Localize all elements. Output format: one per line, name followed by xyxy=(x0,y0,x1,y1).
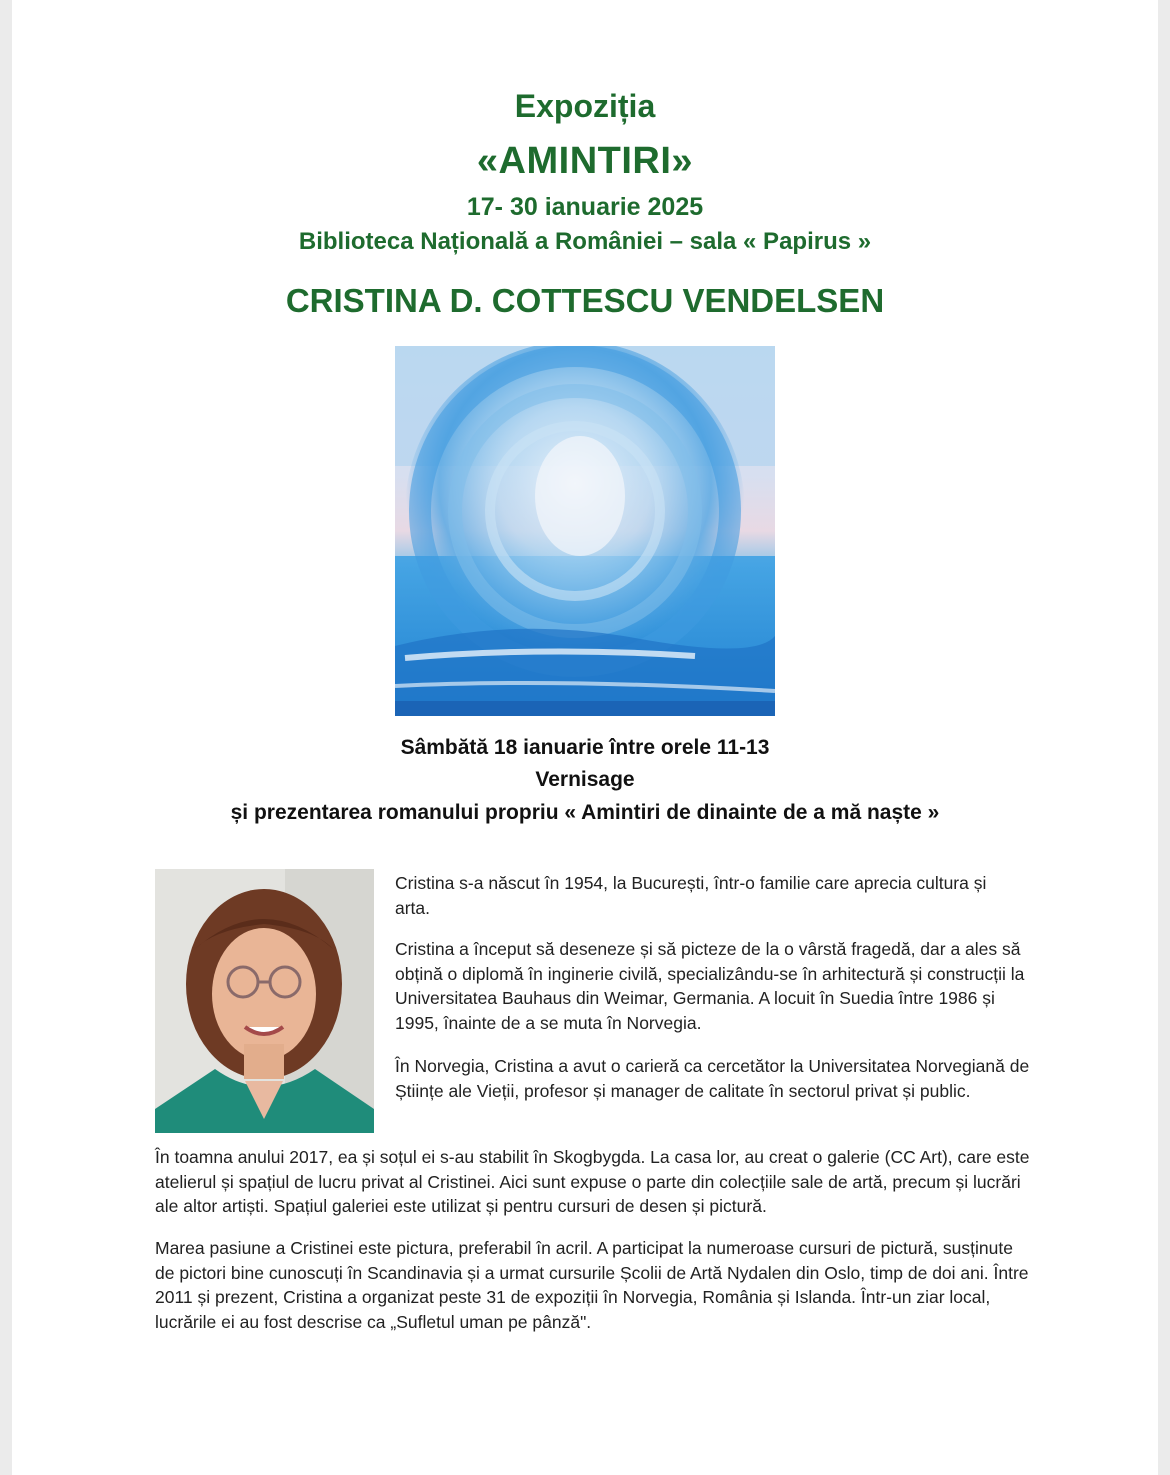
artist-portrait xyxy=(155,869,374,1133)
painting-image xyxy=(395,346,775,716)
bio-paragraph-1: Cristina s-a născut în 1954, la București, într-o familie care aprecia cultura și arta. xyxy=(395,873,987,918)
exhibition-dates: 17- 30 ianuarie 2025 xyxy=(466,193,704,221)
bio-paragraph-3: În Norvegia, Cristina a avut o carieră ca cercetător la Universitatea Norvegiană de Științe ale Vieții, profesor și manager de calitate în sectorul privat și public. xyxy=(395,1056,1030,1101)
event-vernisage: Vernisage xyxy=(535,768,635,791)
exhibition-label: Expoziția xyxy=(514,88,656,124)
artist-name: CRISTINA D. COTTESCU VENDELSEN xyxy=(285,282,885,319)
bio-paragraph-5: Marea pasiune a Cristinei este pictura, preferabil în acril. A participat la numeroase cursuri de pictură, susținute de pictori bine cunoscuți în Scandinavia și a urmat cursurile Școlii de Artă Nydalen din Oslo, timp de doi ani. Între 2011 și prezent, Cristina a organizat peste 31 de expoziții în Norvegia, România și Islanda. Într-un ziar local, lucrările ei au fost descrise ca „Sufletul uman pe pânză". xyxy=(155,1238,1029,1332)
document-page xyxy=(12,0,1158,1475)
bio-paragraph-4: În toamna anului 2017, ea și soțul ei s-au stabilit în Skogbygda. La casa lor, au creat o galerie (CC Art), care este atelierul și spațiul de lucru privat al Cristinei. Aici sunt expuse o parte din colecțiile sale de artă, precum și lucrări ale altor artiști. Spațiul galeriei este utilizat și pentru cursuri de desen și pictură. xyxy=(155,1147,1030,1216)
event-book-presentation: și prezentarea romanului propriu « Amintiri de dinainte de a mă naște » xyxy=(230,801,940,824)
exhibition-venue: Biblioteca Națională a României – sala « Papirus » xyxy=(298,228,872,255)
exhibition-title: «AMINTIRI» xyxy=(476,140,694,182)
event-date-time: Sâmbătă 18 ianuarie între orele 11-13 xyxy=(400,736,770,759)
bio-paragraph-2: Cristina a început să deseneze și să picteze de la o vârstă fragedă, dar a ales să obțină o diplomă în inginerie civilă, specializându-se în arhitectură și construcții la Universitatea Bauhaus din Weimar, Germania. A locuit în Suedia între 1986 și 1995, înainte de a se muta în Norvegia. xyxy=(395,939,1025,1033)
